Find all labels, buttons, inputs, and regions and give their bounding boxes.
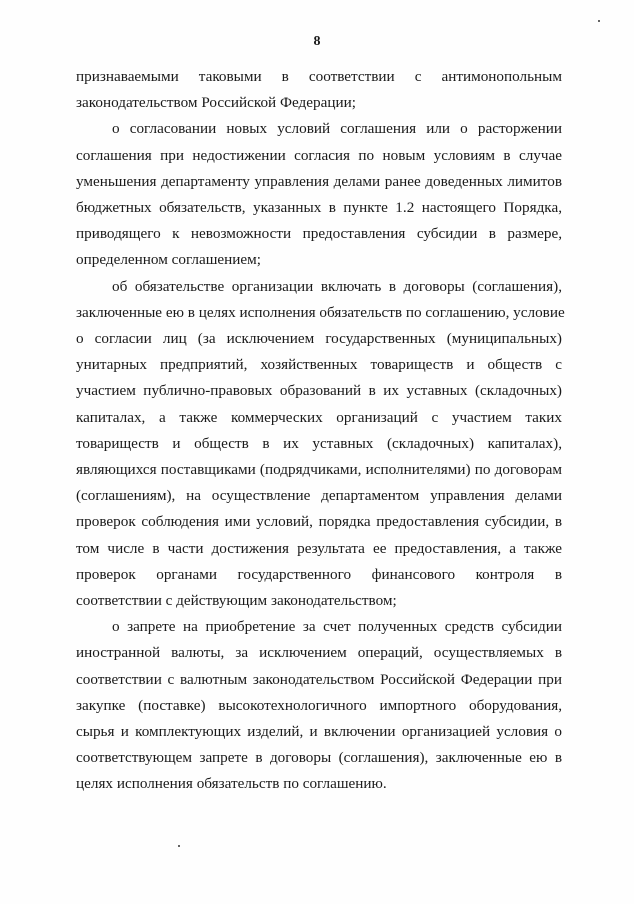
text-line: закупке (поставке) высокотехнологичного импортного оборудования,: [76, 696, 562, 714]
text-line: признаваемыми таковыми в соответствии с антимонопольным: [76, 68, 562, 85]
page-number: 8: [313, 34, 321, 49]
text-line: проверок соблюдения ими условий, порядка предоставления субсидии, в: [76, 513, 562, 531]
text-line: законодательством Российской Федерации;: [76, 94, 356, 112]
paragraph: [76, 116, 562, 273]
paragraph: [76, 274, 565, 615]
text-line: соответствующем запрете в договоры (соглашения), заключенные ею в: [76, 749, 562, 767]
text-line: иностранной валюты, за исключением операций, осуществляемых в: [76, 644, 562, 662]
text-line: о согласии лиц (за исключением государственных (муниципальных): [76, 330, 562, 348]
text-line: товариществ и обществ в их уставных (складочных) капиталах),: [76, 434, 562, 452]
text-line: (соглашениям), на осуществление департаментом управления делами: [76, 487, 562, 505]
document-body: [76, 64, 565, 798]
paragraph: [76, 64, 562, 116]
text-line: соответствии с действующим законодательством;: [76, 592, 397, 610]
text-line: бюджетных обязательств, указанных в пункте 1.2 настоящего Порядка,: [76, 199, 562, 217]
text-line: целях исполнения обязательств по соглашению.: [76, 775, 387, 793]
text-line: унитарных предприятий, хозяйственных товариществ и обществ с: [76, 356, 562, 374]
text-line: участием публично-правовых образований в их уставных (складочных): [76, 382, 562, 400]
scan-speck: [178, 845, 180, 847]
text-line: о запрете на приобретение за счет полученных средств субсидии: [112, 618, 562, 636]
text-line: об обязательстве организации включать в договоры (соглашения),: [112, 277, 562, 295]
scan-speck: [598, 20, 600, 22]
text-line: приводящего к невозможности предоставления субсидии в размере,: [76, 225, 562, 243]
text-line: о согласовании новых условий соглашения или о расторжении: [112, 120, 562, 138]
text-line: соглашения при недостижении согласия по новым условиям в случае: [76, 146, 562, 164]
text-line: проверок органами государственного финансового контроля в: [76, 565, 562, 583]
text-line: капиталах, а также коммерческих организаций с участием таких: [76, 408, 562, 426]
paragraph: [76, 614, 562, 797]
text-line: заключенные ею в целях исполнения обязательств по соглашению, условие: [76, 303, 565, 321]
text-line: определенном соглашением;: [76, 251, 261, 269]
text-line: сырья и комплектующих изделий, и включении организацией условия о: [76, 723, 562, 741]
text-line: являющихся поставщиками (подрядчиками, исполнителями) по договорам: [76, 461, 562, 479]
text-line: уменьшения департаменту управления делами ранее доведенных лимитов: [76, 172, 562, 190]
text-line: соответствии с валютным законодательством Российской Федерации при: [76, 670, 562, 688]
text-line: том числе в части достижения результата ее предоставления, а также: [76, 539, 562, 557]
